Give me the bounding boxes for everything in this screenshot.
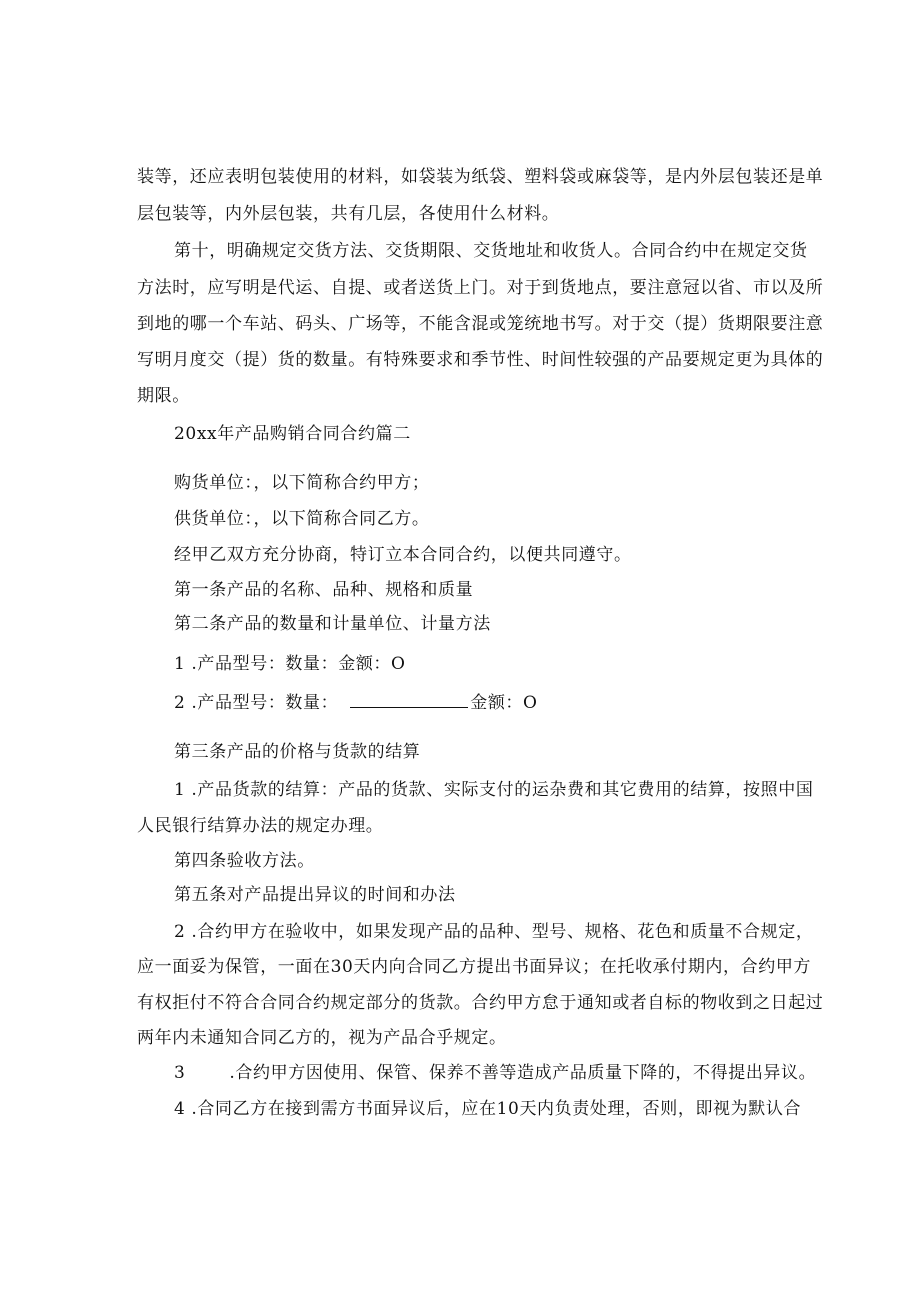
- section-heading: 20xx年产品购销合同合约篇二: [174, 424, 411, 444]
- text-line: 期限。: [137, 386, 190, 406]
- list-item-amount: 金额：O: [470, 693, 538, 713]
- list-item: [174, 1062, 834, 1084]
- list-item: [174, 692, 834, 714]
- text-line: 层包装等，内外层包装，共有几层，各使用什么材料。: [137, 204, 560, 224]
- text-line: 供货单位：，以下简称合同乙方。: [174, 509, 430, 529]
- text-line: 到地的哪一个车站、码头、广场等，不能含混或笼统地书写。对于交（提）货期限要注意: [137, 314, 824, 334]
- text-line: 装等，还应表明包装使用的材料，如袋装为纸袋、塑料袋或麻袋等，是内外层包装还是单: [137, 167, 824, 187]
- list-item: 1 .产品型号：数量：金额：O: [174, 654, 406, 674]
- text-line: 第十，明确规定交货方法、交货期限、交货地址和收货人。合同合约中在规定交货: [174, 241, 808, 261]
- text-line: 两年内未通知合同乙方的，视为产品合乎规定。: [137, 1028, 507, 1048]
- list-item-label: 2 .产品型号：数量：: [174, 693, 339, 713]
- list-item-text: .合约甲方因使用、保管、保养不善等造成产品质量下降的，不得提出异议。: [229, 1063, 817, 1083]
- text-line: 4 .合同乙方在接到需方书面异议后，应在10天内负责处理，否则，即视为默认合: [174, 1099, 802, 1119]
- list-item-number: 3: [174, 1063, 186, 1083]
- text-line: 2 .合约甲方在验收中，如果发现产品的品种、型号、规格、花色和质量不合规定，: [174, 922, 814, 942]
- text-line: 方法时，应写明是代运、自提、或者送货上门。对于到货地点，要注意冠以省、市以及所: [137, 278, 824, 298]
- text-line: 购货单位：，以下简称合约甲方；: [174, 473, 430, 493]
- text-line: 应一面妥为保管，一面在30天内向合同乙方提出书面异议；在托收承付期内，合约甲方: [137, 957, 812, 977]
- clause-heading: 第四条验收方法。: [174, 851, 315, 871]
- clause-heading: 第五条对产品提出异议的时间和办法: [174, 885, 456, 905]
- text-line: 写明月度交（提）货的数量。有特殊要求和季节性、时间性较强的产品要规定更为具体的: [137, 350, 824, 370]
- clause-heading: 第三条产品的价格与货款的结算: [174, 742, 421, 762]
- clause-heading: 第一条产品的名称、品种、规格和质量: [174, 580, 474, 600]
- clause-heading: 第二条产品的数量和计量单位、计量方法: [174, 614, 491, 634]
- fill-blank: [350, 693, 468, 708]
- text-line: 1 .产品货款的结算：产品的货款、实际支付的运杂费和其它费用的结算，按照中国: [174, 780, 814, 800]
- text-line: 有权拒付不符合合同合约规定部分的货款。合约甲方怠于通知或者自标的物收到之日起过: [137, 993, 824, 1013]
- text-line: 人民银行结算办法的规定办理。: [137, 816, 384, 836]
- text-line: 经甲乙双方充分协商，特订立本合同合约，以便共同遵守。: [174, 545, 632, 565]
